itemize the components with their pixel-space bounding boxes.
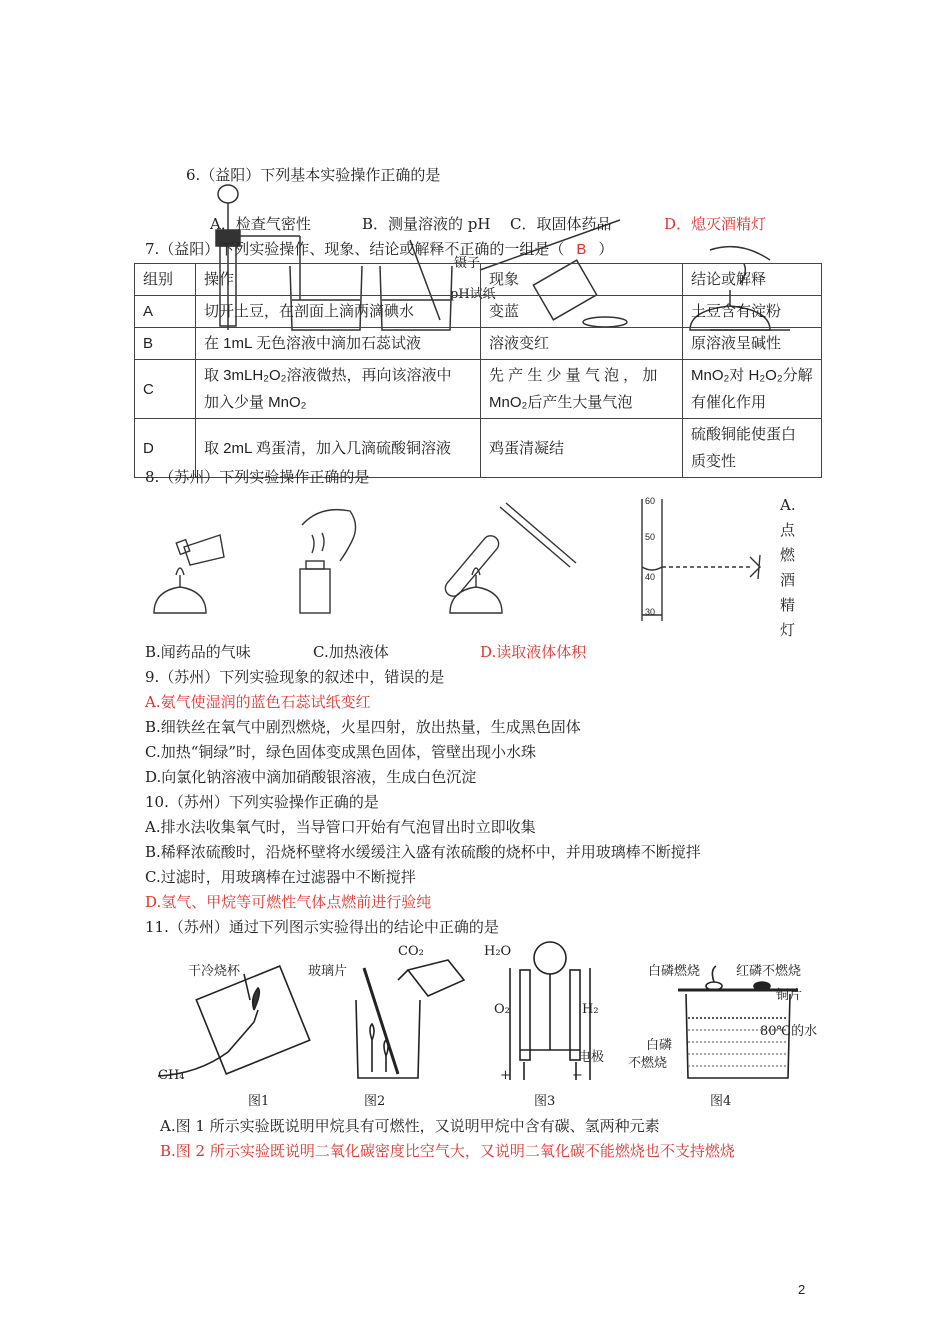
q8-fig-lamp-lighting	[154, 535, 224, 613]
header-conclusion: 结论或解释	[683, 264, 822, 296]
cell-line: 硫酸铜能使蛋白	[691, 426, 797, 443]
q8-fig-smelling	[300, 510, 356, 613]
cyl-tick-30: 30	[645, 607, 656, 617]
cell-conclusion: 土豆含有淀粉	[683, 296, 822, 328]
q9-option-c: C.加热“铜绿”时，绿色固体变成黑色固体，管壁出现小水珠	[145, 743, 537, 761]
q11-fig2	[356, 960, 464, 1078]
table-row	[135, 296, 822, 328]
fig4-label-white-burn: 白磷燃烧	[648, 964, 701, 979]
q8-option-d: D.读取液体体积	[480, 643, 587, 661]
table-header-row	[135, 264, 822, 296]
q6-tweezers-label: 镊子	[454, 256, 481, 271]
q11-stem: 11.（苏州）通过下列图示实验得出的结论中正确的是	[145, 918, 499, 936]
q7-answer: B	[576, 241, 587, 258]
q6-option-d: D．熄灭酒精灯	[664, 215, 767, 233]
q8-option-b: B.闻药品的气味	[145, 643, 251, 661]
q11-option-a: A.图 1 所示实验既说明甲烷具有可燃性，又说明甲烷中含有碳、氢两种元素	[160, 1117, 660, 1135]
q8-option-a-char: 燃	[780, 546, 796, 564]
fig3-label-o2: O₂	[494, 1002, 510, 1017]
cell-line: 加入少量 MnO₂	[204, 394, 307, 411]
fig4-caption: 图4	[710, 1094, 732, 1109]
cyl-tick-40: 40	[645, 572, 656, 582]
q9-option-a: A.氨气使湿润的蓝色石蕊试纸变红	[145, 693, 371, 711]
fig3-minus: −	[572, 1068, 583, 1083]
q8-option-a-char: A.	[780, 496, 796, 514]
fig4-label-red-no: 红磷不燃烧	[736, 964, 802, 979]
fig4-label-copper: 铜片	[776, 988, 803, 1003]
q6-ph-paper-label: pH试纸	[450, 287, 496, 302]
q11-figures	[158, 940, 828, 1090]
q9-stem: 9.（苏州）下列实验现象的叙述中，错误的是	[145, 668, 445, 686]
cell-conclusion	[683, 360, 822, 419]
q8-fig-heating	[442, 503, 576, 613]
cyl-tick-50: 50	[645, 532, 656, 542]
fig3-label-electrode: 电极	[578, 1050, 605, 1065]
fig3-label-h2o: H₂O	[484, 944, 512, 959]
q8-option-c: C.加热液体	[313, 643, 389, 661]
q8-option-a-char: 灯	[780, 621, 796, 639]
q10-option-d: D.氢气、甲烷等可燃性气体点燃前进行验纯	[145, 893, 432, 911]
cell-group: B	[135, 328, 196, 360]
fig1-label-beaker: 干冷烧杯	[188, 964, 241, 979]
q6-option-c: C．取固体药品	[510, 215, 612, 233]
q10-stem: 10.（苏州）下列实验操作正确的是	[145, 793, 379, 811]
cell-phenomenon: 变蓝	[481, 296, 683, 328]
cell-phenomenon: 鸡蛋清凝结	[481, 419, 683, 478]
table-row	[135, 360, 822, 419]
q11-fig1	[158, 966, 310, 1076]
q8-fig-cylinder	[642, 499, 760, 621]
cyl-tick-60: 60	[645, 496, 656, 506]
fig2-label-glass: 玻璃片	[308, 964, 348, 979]
fig3-plus: +	[500, 1068, 511, 1083]
q8-option-a-char: 酒	[780, 571, 796, 589]
fig1-caption: 图1	[248, 1094, 270, 1109]
cell-phenomenon: 溶液变红	[481, 328, 683, 360]
q8-option-a-char: 点	[780, 521, 796, 539]
q8-stem: 8.（苏州）下列实验操作正确的是	[145, 468, 370, 486]
q6-option-a: A．检查气密性	[210, 215, 311, 233]
q6-option-b: B．测量溶液的 pH	[362, 215, 491, 233]
fig4-label-white-no-2: 不燃烧	[628, 1056, 668, 1071]
fig2-caption: 图2	[364, 1094, 386, 1109]
q7-table	[134, 263, 822, 478]
page-number: 2	[798, 1282, 806, 1297]
fig4-label-white-no-1: 白磷	[646, 1038, 673, 1053]
cell-operation: 切开土豆，在剖面上滴两滴碘水	[196, 296, 481, 328]
q7-stem-text: 7.（益阳）下列实验操作、现象、结论或解释不正确的一组是（	[145, 240, 565, 258]
q8-figures	[140, 495, 780, 625]
fig1-label-ch4: CH₄	[158, 1068, 185, 1083]
q9-option-d: D.向氯化钠溶液中滴加硝酸银溶液，生成白色沉淀	[145, 768, 477, 786]
cell-group: C	[135, 360, 196, 419]
cell-line: MnO₂对 H₂O₂分解	[691, 367, 813, 384]
q7-stem-close: ）	[598, 240, 614, 258]
header-phenomenon: 现象	[481, 264, 683, 296]
q6-stem: 6.（益阳）下列基本实验操作正确的是	[186, 166, 441, 184]
q10-option-c: C.过滤时，用玻璃棒在过滤器中不断搅拌	[145, 868, 416, 886]
cell-line: 先 产 生 少 量 气 泡 ， 加	[489, 367, 658, 384]
cell-phenomenon	[481, 360, 683, 419]
cell-line: 取 3mLH₂O₂溶液微热，再向该溶液中	[204, 367, 452, 384]
cell-operation	[196, 360, 481, 419]
cell-group: D	[135, 419, 196, 478]
cell-group: A	[135, 296, 196, 328]
q10-option-b: B.稀释浓硫酸时，沿烧杯壁将水缓缓注入盛有浓硫酸的烧杯中，并用玻璃棒不断搅拌	[145, 843, 701, 861]
cell-conclusion	[683, 419, 822, 478]
table-row	[135, 328, 822, 360]
fig4-label-water: 80℃的水	[760, 1024, 818, 1039]
cell-operation: 在 1mL 无色溶液中滴加石蕊试液	[196, 328, 481, 360]
header-operation: 操作	[196, 264, 481, 296]
cell-line: 质变性	[691, 453, 737, 470]
q7-stem	[145, 238, 613, 259]
fig2-label-co2: CO₂	[398, 944, 424, 959]
cell-line: 有催化作用	[691, 394, 767, 411]
cell-conclusion: 原溶液呈碱性	[683, 328, 822, 360]
q11-option-b: B.图 2 所示实验既说明二氧化碳密度比空气大，又说明二氧化碳不能燃烧也不支持燃烧	[160, 1142, 735, 1160]
q8-option-a	[780, 493, 802, 643]
cell-line: MnO₂后产生大量气泡	[489, 394, 633, 411]
q8-option-a-char: 精	[780, 596, 796, 614]
fig3-label-h2: H₂	[582, 1002, 599, 1017]
q10-option-a: A.排水法收集氧气时，当导管口开始有气泡冒出时立即收集	[145, 818, 536, 836]
q9-option-b: B.细铁丝在氧气中剧烈燃烧，火星四射，放出热量，生成黑色固体	[145, 718, 581, 736]
cell-operation: 取 2mL 鸡蛋清，加入几滴硫酸铜溶液	[196, 419, 481, 478]
fig3-caption: 图3	[534, 1094, 556, 1109]
header-group: 组别	[135, 264, 196, 296]
